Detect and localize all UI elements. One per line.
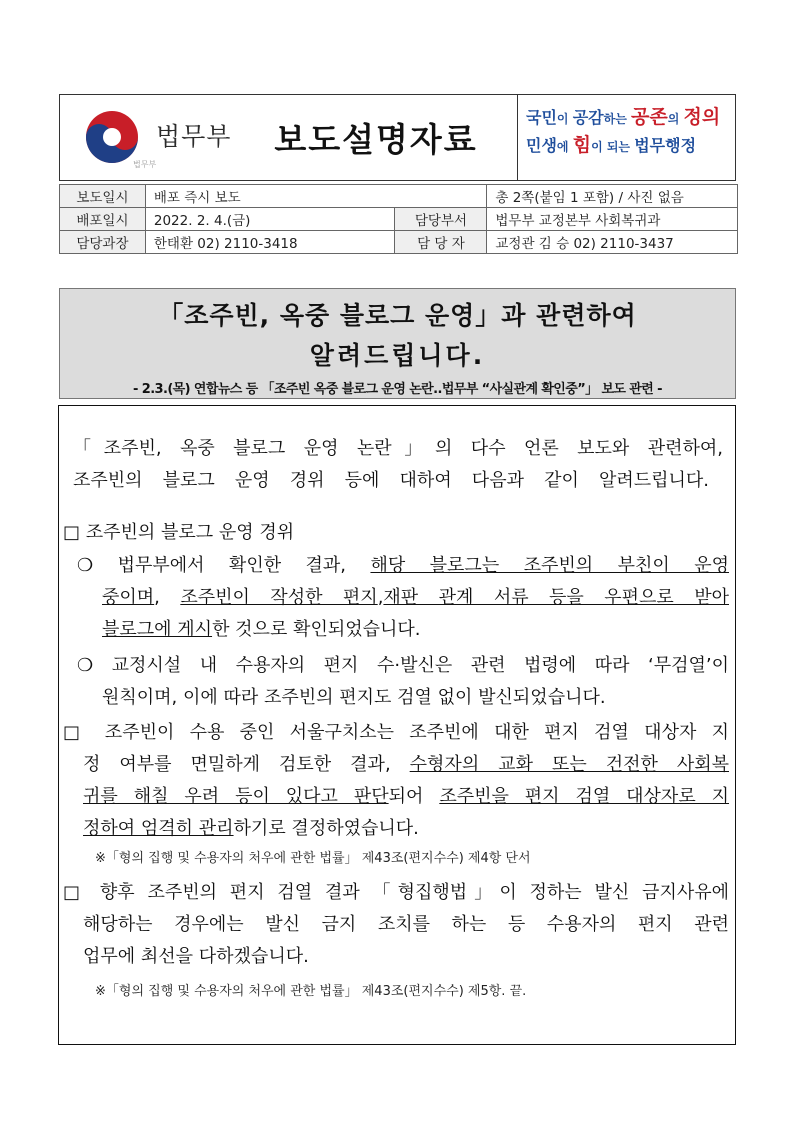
headline-subtitle: - 2.3.(목) 연합뉴스 등 「조주빈 옥중 블로그 운영 논란..법무부 “사실관계 확인중”」 보도 관련 - bbox=[133, 382, 662, 397]
distribution-date-label: 배포일시 bbox=[60, 208, 146, 231]
slogan bbox=[517, 95, 735, 180]
underlined-span: 중이며 bbox=[102, 587, 155, 608]
slogan-word: 공감 bbox=[572, 108, 604, 127]
slogan-line-1 bbox=[526, 104, 735, 132]
section-2-line-1: □ 조주빈이 수용 중인 서울구치소는 조주빈에 대한 편지 검열 대상자 지 bbox=[63, 722, 729, 743]
department-value: 법무부 교정본부 사회복귀과 bbox=[487, 208, 738, 231]
slogan-word: 힘 bbox=[572, 134, 592, 156]
section-3-line-1: □ 향후 조주빈의 편지 검열 결과 「형집행법」이 정하는 발신 금지사유에 bbox=[63, 882, 729, 903]
doc-title-cell bbox=[235, 95, 517, 180]
contact-value: 교정관 김 승 02) 2110-3437 bbox=[487, 231, 738, 254]
slogan-word: 법무행정 bbox=[634, 136, 697, 155]
intro-line-1: 「조주빈, 옥중 블로그 운영 논란」의 다수 언론 보도와 관련하여, bbox=[73, 438, 723, 459]
text-span: 한 것으로 확인되었습니다. bbox=[212, 619, 421, 640]
body-box bbox=[58, 405, 736, 1045]
table-row bbox=[60, 208, 738, 231]
slogan-line-2 bbox=[526, 132, 735, 160]
section-2-legal-note: ※「형의 집행 및 수용자의 처우에 관한 법률」 제43조(편지수수) 제4항 단서 bbox=[95, 851, 531, 866]
underlined-span: 정하여 엄격히 관리 bbox=[83, 818, 234, 839]
release-info-table bbox=[59, 184, 738, 254]
section-3-line-2: 해당하는 경우에는 발신 금지 조치를 하는 등 수용자의 편지 관련 bbox=[83, 914, 729, 935]
agency-subtext: 법무부 bbox=[133, 160, 157, 169]
section-3-line-3: 업무에 최선을 다하겠습니다. bbox=[83, 946, 309, 967]
underlined-span: 해당 블로그는 조주빈의 부친이 운영 bbox=[370, 555, 729, 576]
s1-bullet-1-line-1 bbox=[77, 551, 729, 577]
headline-box bbox=[59, 288, 736, 399]
headline-line-2: 알려드립니다. bbox=[309, 341, 486, 370]
underlined-span: 귀를 해칠 우려 등이 있다고 판단 bbox=[83, 786, 389, 807]
text-span: 정 여부를 면밀하게 검토한 결과, bbox=[83, 754, 410, 775]
distribution-date-value: 2022. 2. 4.(금) bbox=[145, 208, 395, 231]
intro-line-2: 조주빈의 블로그 운영 경위 등에 대하여 다음과 같이 알려드립니다. bbox=[73, 470, 709, 491]
contact-label: 담 당 자 bbox=[395, 231, 487, 254]
headline-line-1: 「조주빈, 옥중 블로그 운영」과 관련하여 bbox=[158, 301, 637, 330]
underlined-span: 조주빈이 작성한 편지 bbox=[180, 587, 378, 608]
text-span: , bbox=[154, 587, 181, 608]
slogan-word: 국민 bbox=[526, 108, 557, 127]
s1-bullet-1-line-3 bbox=[102, 615, 421, 641]
table-row bbox=[60, 231, 738, 254]
table-row bbox=[60, 185, 738, 208]
section-2-line-4 bbox=[83, 814, 419, 840]
release-time-label: 보도일시 bbox=[60, 185, 146, 208]
text-span: ❍ 법무부에서 확인한 결과, bbox=[77, 555, 371, 576]
taegeuk-emblem-icon bbox=[82, 107, 142, 167]
manager-value: 한태환 02) 2110-3418 bbox=[145, 231, 395, 254]
agency-name: 법무부 bbox=[156, 122, 232, 151]
press-header bbox=[59, 94, 736, 181]
underlined-span: 수형자의 교화 또는 건전한 사회복 bbox=[409, 754, 729, 775]
slogan-word: 에 bbox=[556, 140, 573, 154]
slogan-word: 정의 bbox=[683, 106, 721, 128]
slogan-word: 이 bbox=[556, 112, 573, 126]
underlined-span: 블로그에 게시 bbox=[102, 619, 213, 640]
s1-bullet-2-line-1: ❍ 교정시설 내 수용자의 편지 수·발신은 관련 법령에 따라 ‘무검열’이 bbox=[77, 655, 729, 676]
section-2-line-2 bbox=[83, 750, 729, 776]
text-span: 하기로 결정하였습니다. bbox=[233, 818, 419, 839]
text-span: 되어 bbox=[388, 786, 440, 807]
slogan-word: 공존 bbox=[631, 106, 668, 128]
agency-logo bbox=[60, 95, 235, 180]
section-3-legal-note: ※「형의 집행 및 수용자의 처우에 관한 법률」 제43조(편지수수) 제5항. 끝. bbox=[95, 984, 527, 999]
s1-bullet-2-line-2: 원칙이며, 이에 따라 조주빈의 편지도 검열 없이 발신되었습니다. bbox=[102, 687, 606, 708]
manager-label: 담당과장 bbox=[60, 231, 146, 254]
section-1-heading: □ 조주빈의 블로그 운영 경위 bbox=[63, 522, 295, 543]
slogan-word: 민생 bbox=[526, 136, 557, 155]
department-label: 담당부서 bbox=[395, 208, 487, 231]
page-count: 총 2쪽(붙임 1 포함) / 사진 없음 bbox=[487, 185, 738, 208]
slogan-word: 하는 bbox=[603, 112, 631, 126]
section-2-line-3 bbox=[83, 782, 729, 808]
text-span: , bbox=[377, 587, 384, 608]
slogan-word: 이 되는 bbox=[591, 140, 635, 154]
doc-title: 보도설명자료 bbox=[274, 120, 478, 159]
underlined-span: 재판 관계 서류 등을 우편으로 받아 bbox=[383, 587, 729, 608]
s1-bullet-1-line-2 bbox=[102, 583, 729, 609]
underlined-span: 조주빈을 편지 검열 대상자로 지 bbox=[439, 786, 730, 807]
slogan-word: 의 bbox=[667, 112, 684, 126]
release-time-value: 배포 즉시 보도 bbox=[145, 185, 486, 208]
